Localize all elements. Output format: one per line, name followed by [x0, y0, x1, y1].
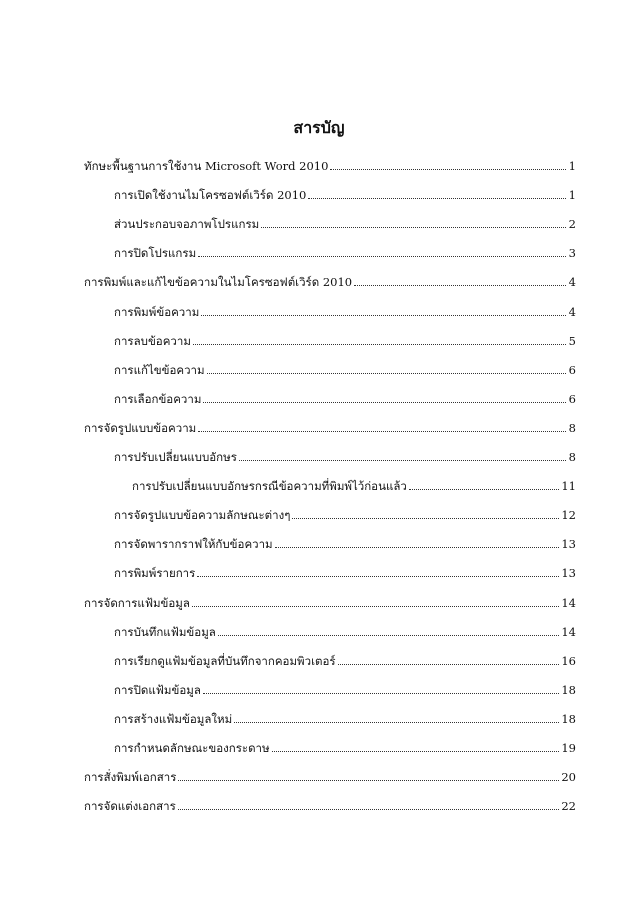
dot-leader: [330, 168, 566, 170]
dot-leader: [338, 663, 560, 665]
toc-page-number: 20: [561, 770, 576, 785]
toc-entry[interactable]: [114, 391, 576, 407]
toc-entry[interactable]: [84, 274, 576, 290]
toc-entry-label: การเลือกข้อความ: [114, 391, 202, 406]
toc-entry[interactable]: [84, 769, 576, 785]
toc-entry[interactable]: [114, 740, 576, 756]
toc-entry[interactable]: [114, 536, 576, 552]
dot-leader: [239, 459, 566, 461]
dot-leader: [178, 779, 559, 781]
dot-leader: [354, 284, 566, 286]
toc-page-number: 5: [568, 333, 576, 348]
toc-entry-label: ส่วนประกอบจอภาพโปรแกรม: [114, 217, 260, 232]
toc-entry[interactable]: [114, 711, 576, 727]
toc-page-number: 6: [568, 362, 576, 377]
toc-page-number: 14: [561, 595, 576, 610]
toc-entry[interactable]: [84, 798, 576, 814]
toc-page-number: 3: [568, 246, 576, 261]
toc-entry-label: การปิดแฟ้มข้อมูล: [114, 682, 201, 697]
toc-entry[interactable]: [114, 216, 576, 232]
toc-page-number: 18: [561, 711, 576, 726]
page-title: สารบัญ: [293, 118, 345, 137]
toc-page-number: 4: [568, 275, 576, 290]
toc-entry-label: การปิดโปรแกรม: [114, 246, 197, 261]
toc-entry-label: การพิมพ์ข้อความ: [114, 304, 200, 319]
toc-entry[interactable]: [114, 653, 576, 669]
toc-page-number: 8: [568, 420, 576, 435]
toc-entry-label: การเรียกดูแฟ้มข้อมูลที่บันทึกจากคอมพิวเตอร์: [114, 653, 336, 668]
toc-entry-label: การลบข้อความ: [114, 333, 191, 348]
toc-page-number: 1: [568, 188, 576, 203]
toc-entry-label: การจัดพารากราฟให้กับข้อความ: [114, 537, 273, 552]
toc-page-number: 13: [561, 537, 576, 552]
dot-leader: [207, 372, 566, 374]
dot-leader: [198, 255, 566, 257]
toc-entry[interactable]: [114, 682, 576, 698]
toc-page-number: 11: [561, 479, 576, 494]
dot-leader: [218, 634, 560, 636]
toc-entry[interactable]: [114, 565, 576, 581]
toc-entry-label: การจัดการแฟ้มข้อมูล: [84, 595, 190, 610]
toc-page-number: 22: [561, 799, 576, 814]
toc-entry[interactable]: [84, 158, 576, 174]
toc-entry-label: การพิมพ์รายการ: [114, 566, 196, 581]
dot-leader: [192, 605, 559, 607]
dot-leader: [203, 692, 559, 694]
toc-page-number: 19: [561, 741, 576, 755]
toc-entry[interactable]: [132, 478, 576, 494]
toc-page-number: 12: [561, 508, 576, 523]
toc-page-number: 8: [568, 450, 576, 464]
toc-entry-label: การแก้ไขข้อความ: [114, 362, 205, 377]
toc-entry-label: การจัดแต่งเอกสาร: [84, 799, 176, 814]
dot-leader: [261, 226, 566, 228]
dot-leader: [409, 488, 559, 490]
toc-entry-label: การจัดรูปแบบข้อความลักษณะต่างๆ: [114, 508, 291, 523]
toc-entry-label: การสั่งพิมพ์เอกสาร: [84, 770, 177, 785]
dot-leader: [234, 721, 559, 723]
dot-leader: [201, 314, 566, 316]
toc-entry[interactable]: [84, 420, 576, 436]
toc-page-number: 16: [561, 653, 576, 668]
dot-leader: [197, 575, 559, 577]
toc-entry-label: การปรับเปลี่ยนแบบอักษร: [114, 450, 237, 464]
dot-leader: [272, 750, 560, 752]
toc-entry-label: การกำหนดลักษณะของกระดาษ: [114, 741, 270, 755]
toc-entry[interactable]: [114, 449, 576, 465]
dot-leader: [275, 546, 560, 548]
toc-entry[interactable]: [114, 362, 576, 378]
toc-entry-label: การปรับเปลี่ยนแบบอักษรกรณีข้อความที่พิมพ์ไว้ก่อนแล้ว: [132, 479, 407, 494]
toc-entry[interactable]: [84, 595, 576, 611]
toc-page-number: 1: [568, 159, 576, 173]
toc-entry[interactable]: [114, 507, 576, 523]
toc-entry[interactable]: [114, 333, 576, 349]
toc-page-number: 6: [568, 391, 576, 406]
toc-entry-label: การจัดรูปแบบข้อความ: [84, 420, 197, 435]
toc-page-number: 13: [561, 566, 576, 581]
toc-page-number: 2: [568, 217, 576, 232]
toc-entry-label: การเปิดใช้งานไมโครซอฟต์เวิร์ด 2010: [114, 188, 307, 203]
dot-leader: [178, 808, 560, 810]
dot-leader: [292, 517, 559, 519]
toc-entry-label: ทักษะพื้นฐานการใช้งาน Microsoft Word 2010: [84, 159, 329, 173]
toc-entry[interactable]: [114, 304, 576, 320]
toc-entry-label: การสร้างแฟ้มข้อมูลใหม่: [114, 711, 233, 726]
dot-leader: [203, 401, 566, 403]
toc-entry[interactable]: [114, 187, 576, 203]
toc-entry-label: การพิมพ์และแก้ไขข้อความในไมโครซอฟต์เวิร์ด 2010: [84, 275, 353, 290]
dot-leader: [193, 343, 566, 345]
toc-page-number: 14: [561, 624, 576, 639]
dot-leader: [308, 197, 566, 199]
dot-leader: [198, 430, 566, 432]
toc-entry-label: การบันทึกแฟ้มข้อมูล: [114, 624, 216, 639]
toc-page-number: 18: [561, 682, 576, 697]
toc-page-number: 4: [568, 304, 576, 319]
toc-entry[interactable]: [114, 624, 576, 640]
toc-entry[interactable]: [114, 245, 576, 261]
